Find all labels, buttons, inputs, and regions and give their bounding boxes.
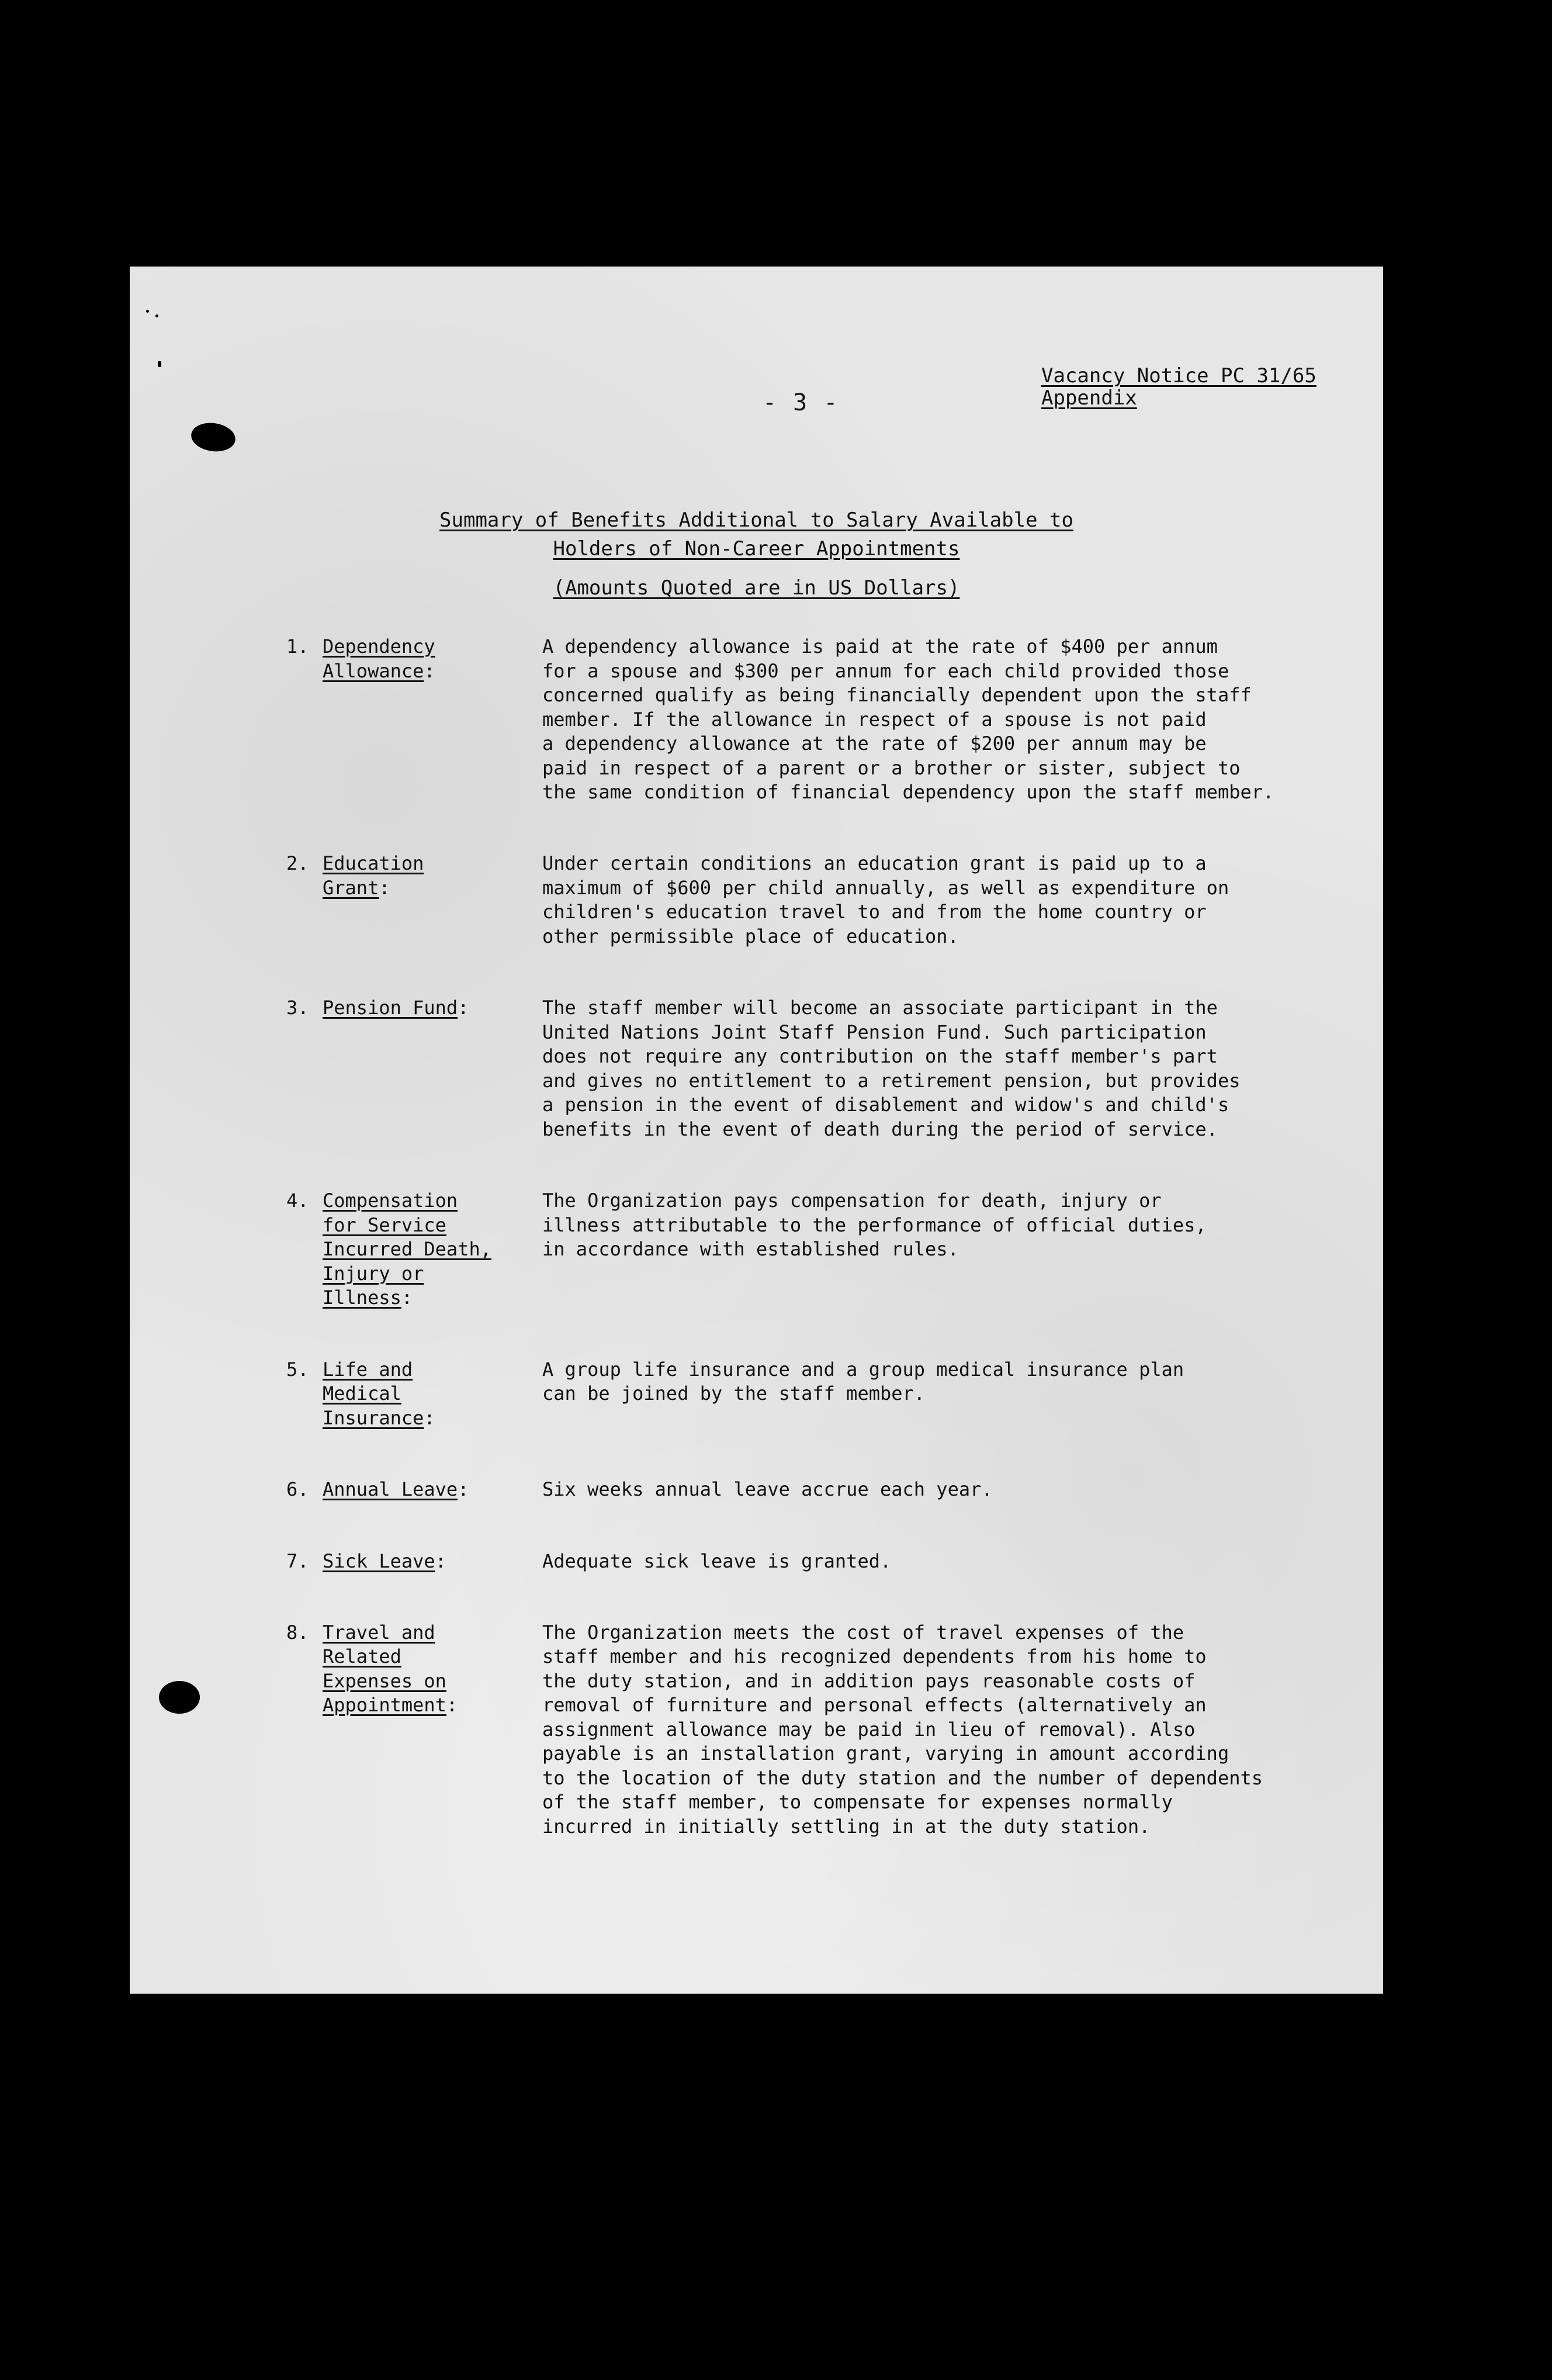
benefit-label-line — [323, 996, 515, 1021]
benefit-label-text: Grant — [323, 876, 379, 899]
benefit-label-line — [323, 1382, 515, 1406]
benefit-label-line — [323, 1358, 515, 1382]
benefit-description-line: Adequate sick leave is granted. — [542, 1549, 892, 1572]
benefit-description-line: can be joined by the staff member. — [542, 1382, 926, 1405]
benefit-label-text: Allowance — [323, 659, 424, 682]
benefit-label — [323, 1621, 515, 1718]
benefit-label-text: Medical — [323, 1382, 401, 1405]
benefit-description-line: the same condition of financial dependency upon the staff member. — [542, 781, 1274, 803]
benefit-label-line — [323, 876, 515, 901]
benefit-description-line: removal of furniture and personal effects (alternatively an — [542, 1694, 1207, 1717]
benefit-description-line: member. If the allowance in respect of a spouse is not paid — [542, 708, 1207, 731]
benefit-description — [542, 996, 1360, 1141]
benefit-label-text: Incurred Death, — [323, 1238, 491, 1261]
benefit-label — [323, 1478, 515, 1502]
benefit-description — [542, 1621, 1360, 1839]
benefit-label-colon: : — [458, 1478, 469, 1501]
benefit-label-text: for Service — [323, 1213, 446, 1236]
benefit-label — [323, 852, 515, 900]
benefit-description-line: in accordance with established rules. — [542, 1238, 959, 1261]
benefit-label-colon: : — [435, 1549, 446, 1572]
punch-hole-bottom — [159, 1681, 200, 1714]
benefit-number: 2. — [286, 852, 309, 875]
benefit-description — [542, 1478, 1360, 1502]
benefit-label-line — [323, 1549, 515, 1574]
benefit-label-text: Related — [323, 1645, 401, 1668]
benefit-description — [542, 1189, 1360, 1262]
benefit-description-line: assignment allowance may be paid in lieu of removal). Also — [542, 1718, 1196, 1741]
benefit-description-line: and gives no entitlement to a retirement pension, but provides — [542, 1069, 1241, 1092]
benefit-description-line: maximum of $600 per child annually, as well as expenditure on — [542, 876, 1229, 899]
benefit-label-text: Compensation — [323, 1189, 458, 1212]
benefit-label-text: Pension Fund — [323, 997, 458, 1019]
benefit-description-line: The staff member will become an associate participant in the — [542, 997, 1218, 1019]
benefit-description-line: of the staff member, to compensate for expenses normally — [542, 1791, 1173, 1814]
benefit-label-colon: : — [424, 659, 435, 682]
benefit-description-line: Under certain conditions an education grant is paid up to a — [542, 852, 1207, 875]
benefit-number: 5. — [286, 1358, 309, 1381]
benefit-label-text: Expenses on — [323, 1669, 446, 1692]
benefit-description-line: The Organization pays compensation for death, injury or — [542, 1189, 1162, 1212]
benefit-description-line: concerned qualify as being financially dependent upon the staff — [542, 684, 1252, 706]
benefit-number: 8. — [286, 1621, 309, 1644]
benefit-label-line — [323, 659, 515, 684]
benefit-label-text: Life and — [323, 1358, 413, 1381]
vacancy-notice-ref: Vacancy Notice PC 31/65 — [1041, 364, 1317, 388]
benefit-description-line: a pension in the event of disablement and widow's and child's — [542, 1094, 1229, 1116]
benefit-label-line — [323, 1621, 515, 1645]
benefit-description-line: other permissible place of education. — [542, 925, 959, 947]
benefit-description-line: paid in respect of a parent or a brother or sister, subject to — [542, 756, 1241, 779]
benefit-description-line: illness attributable to the performance of official duties, — [542, 1213, 1207, 1236]
benefit-label-colon: : — [446, 1694, 458, 1717]
benefit-label-text: Illness — [323, 1286, 401, 1309]
benefit-label-line — [323, 1286, 515, 1310]
benefit-number: 7. — [286, 1549, 309, 1572]
benefit-description-line: staff member and his recognized dependents from his home to — [542, 1645, 1207, 1668]
page-number: - 3 - — [763, 389, 839, 416]
benefit-label-colon: : — [424, 1406, 435, 1429]
benefit-description-line: A group life insurance and a group medical insurance plan — [542, 1358, 1184, 1381]
benefit-number: 4. — [286, 1189, 309, 1212]
benefit-number: 1. — [286, 635, 309, 658]
appendix-label: Appendix — [1041, 386, 1137, 410]
benefit-label — [323, 996, 515, 1021]
benefit-description-line: incurred in initially settling in at the duty station. — [542, 1815, 1151, 1838]
benefit-description-line: United Nations Joint Staff Pension Fund. Such participation — [542, 1021, 1207, 1043]
benefit-label-line — [323, 1645, 515, 1669]
benefit-description-line: benefits in the event of death during the period of service. — [542, 1118, 1218, 1140]
benefit-label-colon: : — [401, 1286, 413, 1309]
benefit-label-colon: : — [379, 876, 390, 899]
benefit-label-line — [323, 852, 515, 876]
benefit-label — [323, 1549, 515, 1574]
punch-hole-top — [189, 420, 237, 454]
benefit-description-line: A dependency allowance is paid at the rate of $400 per annum — [542, 635, 1218, 658]
benefit-label-text: Dependency — [323, 635, 435, 658]
title-line: Holders of Non-Career Appointments — [553, 537, 960, 561]
benefit-description — [542, 852, 1360, 949]
benefit-description-line: the duty station, and in addition pays reasonable costs of — [542, 1669, 1196, 1692]
benefit-description-line: The Organization meets the cost of travel expenses of the — [542, 1621, 1184, 1644]
benefit-description — [542, 635, 1360, 805]
benefit-label-text: Education — [323, 852, 424, 875]
benefit-label-text: Appointment — [323, 1694, 446, 1717]
document-subtitle: (Amounts Quoted are in US Dollars) — [553, 576, 960, 600]
document-reference — [1041, 365, 1317, 409]
ink-speck — [146, 310, 149, 313]
benefit-label-text: Sick Leave — [323, 1549, 435, 1572]
benefit-label-line — [323, 1237, 515, 1262]
benefit-description-line: payable is an installation grant, varying in amount according — [542, 1742, 1229, 1765]
benefit-label-text: Insurance — [323, 1406, 424, 1429]
benefit-description-line: children's education travel to and from the home country or — [542, 901, 1207, 923]
benefit-label — [323, 635, 515, 683]
benefit-label-line — [323, 1262, 515, 1286]
ink-speck — [155, 314, 158, 317]
benefit-description — [542, 1549, 1360, 1574]
ink-speck — [158, 361, 161, 367]
benefit-label-line — [323, 1189, 515, 1213]
benefit-label-line — [323, 1478, 515, 1502]
benefit-description-line: Six weeks annual leave accrue each year. — [542, 1478, 993, 1501]
benefit-label-line — [323, 635, 515, 659]
benefit-label-text: Travel and — [323, 1621, 435, 1644]
benefit-label-colon: : — [458, 997, 469, 1019]
benefit-description-line: to the location of the duty station and the number of dependents — [542, 1766, 1263, 1789]
benefit-description-line: does not require any contribution on the staff member's part — [542, 1045, 1218, 1068]
benefit-label-text: Annual Leave — [323, 1478, 458, 1501]
title-line: Summary of Benefits Additional to Salary Available to — [439, 508, 1073, 532]
benefit-description-line: a dependency allowance at the rate of $200 per annum may be — [542, 732, 1207, 755]
benefit-label-line — [323, 1213, 515, 1238]
benefit-label-line — [323, 1669, 515, 1694]
benefit-label-line — [323, 1693, 515, 1718]
document-page — [130, 267, 1383, 1994]
benefit-label — [323, 1358, 515, 1431]
benefit-label — [323, 1189, 515, 1310]
benefit-description — [542, 1358, 1360, 1406]
document-title — [130, 506, 1383, 603]
benefit-label-text: Injury or — [323, 1262, 424, 1285]
benefit-description-line: for a spouse and $300 per annum for each child provided those — [542, 659, 1229, 682]
benefit-label-line — [323, 1406, 515, 1431]
benefit-number: 3. — [286, 997, 309, 1019]
benefit-number: 6. — [286, 1478, 309, 1501]
